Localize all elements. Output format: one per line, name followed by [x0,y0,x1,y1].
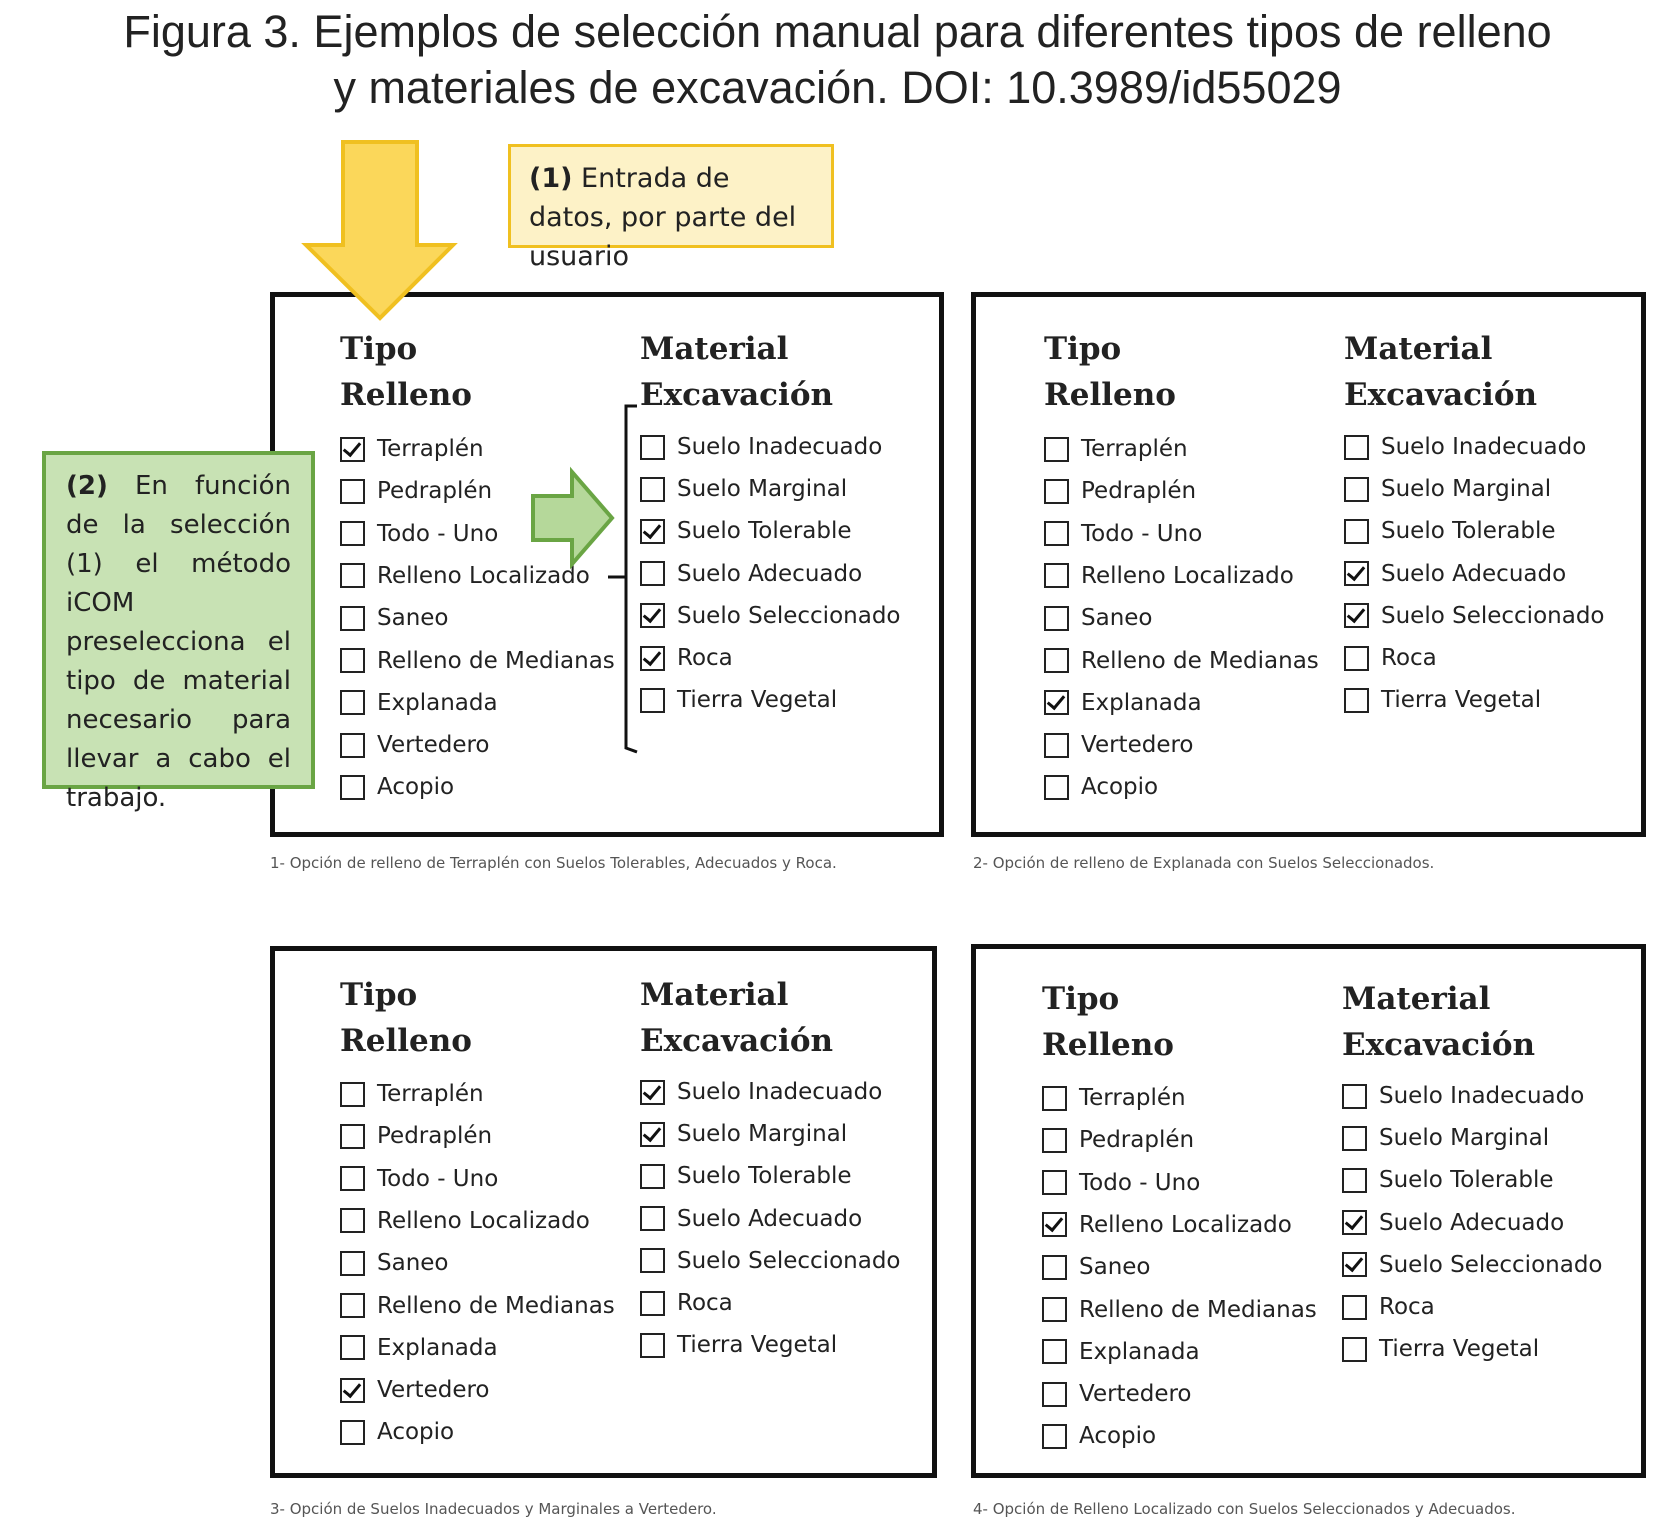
material-option-label: Suelo Seleccionado [677,602,901,629]
fill-type-option-label: Acopio [377,774,455,801]
fill-type-option-label: Explanada [1081,689,1202,716]
fill-type-option-label: Acopio [1079,1423,1157,1450]
material-option-label: Suelo Inadecuado [1379,1083,1585,1109]
fill-type-option-label: Saneo [377,1250,449,1277]
data-input-callout-text: Entrada de datos, por parte del usuario [529,163,797,272]
fill-type-heading-line-2: Relleno [340,377,472,413]
fill-type-option-label: Explanada [377,1334,498,1361]
preselection-callout [42,451,315,813]
material-option-label: Tierra Vegetal [677,687,838,714]
material-option-label: Suelo Adecuado [1379,1209,1565,1236]
data-input-callout [508,144,834,272]
fill-type-option-label: Acopio [377,1419,455,1446]
material-option-label: Tierra Vegetal [1379,1336,1540,1363]
material-heading-line-2: Excavación [640,377,834,413]
fill-type-heading-line-2: Relleno [340,1023,472,1059]
fill-type-option-label: Terraplén [1079,1085,1186,1111]
fill-type-option-label: Relleno de Medianas [1081,647,1319,674]
fill-type-heading-line-1: Tipo [340,331,418,367]
material-option-label: Suelo Adecuado [677,1205,863,1232]
panel-caption-3: 3- Opción de Suelos Inadecuados y Marginales a Vertedero. [270,1500,717,1518]
fill-type-option-label: Todo - Uno [1079,1169,1201,1196]
fill-type-option-label: Relleno de Medianas [377,1292,615,1319]
material-option-label: Suelo Tolerable [1381,518,1556,545]
material-heading-line-2: Excavación [1342,1027,1536,1063]
figure-title-line-2: y materiales de excavación. DOI: 10.3989/id55029 [333,62,1342,113]
fill-type-option-label: Pedraplén [1081,478,1197,505]
fill-type-option-label: Relleno de Medianas [1079,1296,1317,1323]
fill-type-option-label: Vertedero [377,732,490,759]
material-option-label: Tierra Vegetal [1381,687,1542,714]
panel-caption-2: 2- Opción de relleno de Explanada con Suelos Seleccionados. [973,854,1435,872]
material-option-label: Suelo Adecuado [677,560,863,587]
material-option-label: Suelo Marginal [677,476,848,503]
fill-type-option-label: Terraplén [377,1081,484,1107]
material-option-label: Roca [1381,645,1437,671]
fill-type-option-label: Relleno de Medianas [377,647,615,674]
material-option-label: Suelo Inadecuado [677,1079,883,1105]
fill-type-option-label: Terraplén [1081,436,1188,462]
fill-type-heading-line-1: Tipo [340,977,418,1013]
material-option-label: Suelo Marginal [677,1121,848,1148]
material-option-label: Suelo Tolerable [677,1163,852,1190]
preselection-callout-text: En función de la selección (1) el método iCOM preselecciona el tipo de material necesario para llevar a cabo el trabajo. [66,471,291,813]
fill-type-option-label: Relleno Localizado [1079,1211,1292,1238]
material-option-label: Suelo Seleccionado [1379,1251,1603,1278]
material-option-label: Roca [677,1290,733,1316]
fill-type-option-label: Relleno Localizado [377,562,590,589]
material-option-label: Suelo Seleccionado [1381,602,1605,629]
bracket-icon [608,406,637,752]
fill-type-option-label: Terraplén [377,436,484,462]
preselection-callout-number: (2) [66,471,108,501]
material-option-label: Suelo Marginal [1381,476,1552,503]
fill-type-option-label: Saneo [1081,605,1153,632]
material-option-label: Roca [677,645,733,671]
fill-type-heading-line-2: Relleno [1044,377,1176,413]
material-heading-line-1: Material [640,977,789,1013]
material-option-label: Roca [1379,1294,1435,1320]
fill-type-option-label: Saneo [377,605,449,632]
green-right-arrow-icon [533,472,612,564]
material-option-label: Tierra Vegetal [677,1332,838,1359]
fill-type-option-label: Relleno Localizado [377,1207,590,1234]
fill-type-option-label: Explanada [377,689,498,716]
fill-type-option-label: Acopio [1081,774,1159,801]
material-heading-line-1: Material [1342,981,1491,1017]
panel-caption-4: 4- Opción de Relleno Localizado con Suelos Seleccionados y Adecuados. [973,1500,1516,1518]
material-option-label: Suelo Inadecuado [677,434,883,460]
material-heading-line-2: Excavación [1344,377,1538,413]
material-heading-line-1: Material [1344,331,1493,367]
material-option-label: Suelo Marginal [1379,1125,1550,1152]
fill-type-heading-line-1: Tipo [1044,331,1122,367]
material-option-label: Suelo Tolerable [1379,1167,1554,1194]
fill-type-option-label: Todo - Uno [377,520,499,547]
material-heading-line-2: Excavación [640,1023,834,1059]
fill-type-option-label: Vertedero [1081,732,1194,759]
fill-type-option-label: Relleno Localizado [1081,562,1294,589]
fill-type-option-label: Todo - Uno [377,1165,499,1192]
fill-type-option-label: Vertedero [1079,1381,1192,1408]
fill-type-option-label: Vertedero [377,1377,490,1404]
fill-type-heading-line-1: Tipo [1042,981,1120,1017]
material-heading-line-1: Material [640,331,789,367]
panel-caption-1: 1- Opción de relleno de Terraplén con Suelos Tolerables, Adecuados y Roca. [270,854,837,872]
fill-type-option-label: Saneo [1079,1254,1151,1281]
figure-title-line-1: Figura 3. Ejemplos de selección manual para diferentes tipos de relleno [123,6,1552,57]
fill-type-heading-line-2: Relleno [1042,1027,1174,1063]
fill-type-option-label: Pedraplén [377,1123,493,1150]
fill-type-option-label: Pedraplén [1079,1127,1195,1154]
material-option-label: Suelo Seleccionado [677,1247,901,1274]
material-option-label: Suelo Adecuado [1381,560,1567,587]
fill-type-option-label: Todo - Uno [1081,520,1203,547]
fill-type-option-label: Pedraplén [377,478,493,505]
material-option-label: Suelo Tolerable [677,518,852,545]
material-option-label: Suelo Inadecuado [1381,434,1587,460]
yellow-down-arrow-icon [306,142,453,318]
data-input-callout-number: (1) [529,163,573,194]
fill-type-option-label: Explanada [1079,1338,1200,1365]
